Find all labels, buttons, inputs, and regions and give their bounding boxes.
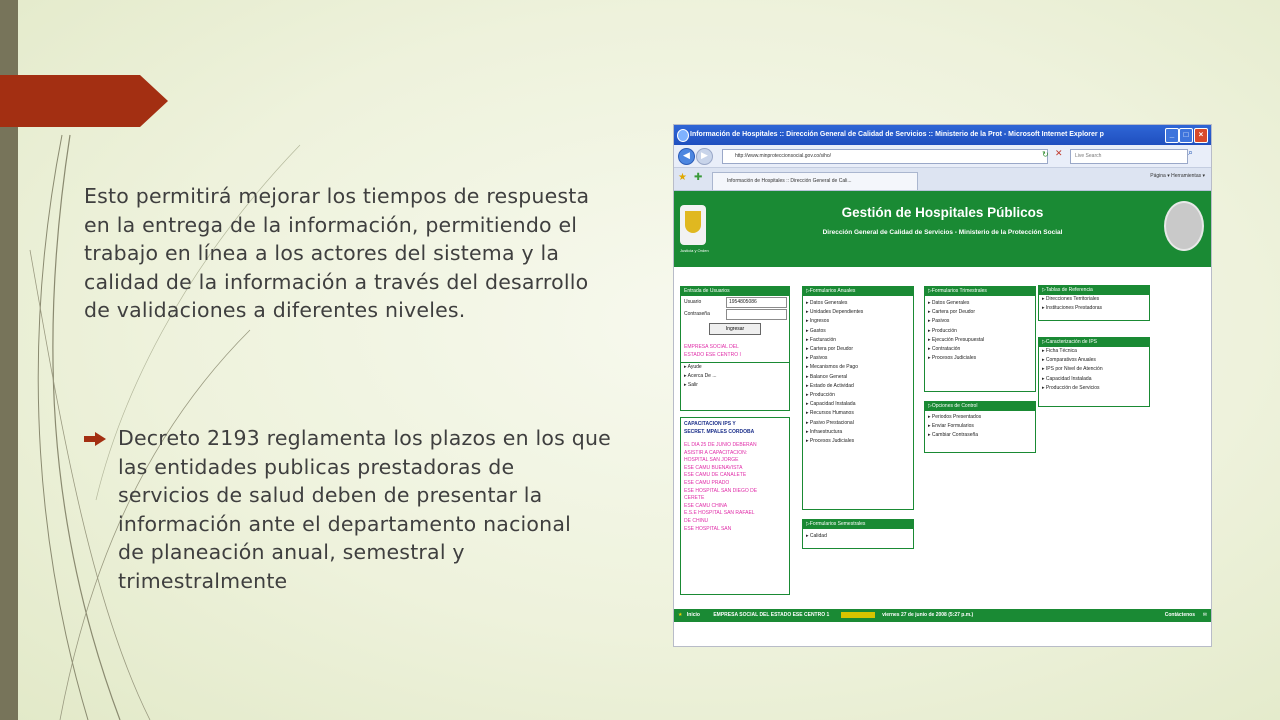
quarterly-form-item[interactable]: ▸ Procesos Judiciales xyxy=(928,355,977,362)
login-panel-title: Entrada de Usuarios xyxy=(681,287,789,296)
paragraph-line: trabajo en línea a los actores del sistema y la xyxy=(84,241,560,265)
control-options-panel xyxy=(924,401,1036,453)
reference-table-item[interactable]: ▸ Instituciones Prestadoras xyxy=(1042,305,1103,312)
browser-tab[interactable]: Información de Hospitales :: Dirección General de Cali... xyxy=(712,172,918,190)
bullet-line: información ante el departamento nacional xyxy=(118,511,572,536)
control-options-title: ▷Opciones de Control xyxy=(925,402,1035,411)
refresh-icon[interactable]: ↻ xyxy=(1042,150,1049,159)
bullet-line: las entidades publicas prestadoras de xyxy=(118,454,515,479)
ie-icon xyxy=(677,129,689,142)
reference-table-item[interactable]: ▸ Direcciones Territoriales xyxy=(1042,296,1100,302)
notice-line: DE CHINU xyxy=(684,517,709,524)
notice-line: EL DIA 25 DE JUNIO DEBERAN xyxy=(684,442,757,448)
hospital-photo xyxy=(1164,201,1204,251)
status-date: viernes 27 de junio de 2008 (5:27 p.m.) xyxy=(882,612,974,618)
annual-form-item[interactable]: ▸ Balance General xyxy=(806,373,848,380)
page-content xyxy=(674,191,1211,609)
command-bar[interactable]: Página ▾ Herramientas ▾ xyxy=(1150,173,1205,179)
annual-form-item[interactable]: ▸ Gastos xyxy=(806,327,826,334)
home-link[interactable]: Inicio xyxy=(686,612,700,618)
user-row xyxy=(681,296,789,308)
user-field[interactable]: 1954805086 xyxy=(726,297,787,308)
paragraph-line: Esto permitirá mejorar los tiempos de respuesta xyxy=(84,184,590,208)
semester-forms-panel xyxy=(802,519,914,549)
quarterly-forms-title: ▷Formularios Trimestrales xyxy=(925,287,1035,296)
ips-item[interactable]: ▸ Comparativos Anuales xyxy=(1042,357,1096,364)
seal-caption: Justicia y Orden xyxy=(680,248,709,253)
annual-form-item[interactable]: ▸ Mecanismos de Pago xyxy=(806,364,858,371)
help-link[interactable]: ▸ Ayude xyxy=(684,364,702,370)
favorites-star-icon[interactable]: ★ xyxy=(678,172,687,183)
entity-line: EMPRESA SOCIAL DEL xyxy=(684,344,739,350)
control-option-item[interactable]: ▸ Enviar Formularios xyxy=(928,423,974,430)
window-titlebar xyxy=(674,125,1211,145)
annual-form-item[interactable]: ▸ Pasivo Prestacional xyxy=(806,419,854,426)
bullet-line: servicios de salud deben de presentar la xyxy=(118,483,543,507)
quarterly-form-item[interactable]: ▸ Pasivos xyxy=(928,318,950,325)
annual-forms-title: ▷Formularios Anuales xyxy=(803,287,913,296)
password-row xyxy=(681,308,789,320)
search-input[interactable]: Live Search xyxy=(1070,149,1188,164)
about-link[interactable]: ▸ Acerca De ... xyxy=(684,373,717,380)
annual-form-item[interactable]: ▸ Unidades Dependientes xyxy=(806,309,864,316)
back-icon[interactable]: ◀ xyxy=(678,148,695,165)
bullet-line: Decreto 2193 reglamenta los plazos en los que xyxy=(118,426,611,450)
site-subtitle: Dirección General de Calidad de Servicios - Ministerio de la Protección Social xyxy=(822,229,1063,236)
annual-form-item[interactable]: ▸ Producción xyxy=(806,392,835,399)
close-icon[interactable]: × xyxy=(1194,128,1208,143)
password-field[interactable] xyxy=(726,309,787,320)
login-button[interactable]: Ingresar xyxy=(709,323,761,335)
quarterly-form-item[interactable]: ▸ Cartera por Deudor xyxy=(928,309,975,316)
bullet-line: de planeación anual, semestral y xyxy=(118,540,465,564)
ips-item[interactable]: ▸ Ficha Técnica xyxy=(1042,348,1077,354)
site-title: Gestión de Hospitales Públicos xyxy=(841,205,1044,220)
maximize-icon[interactable]: □ xyxy=(1179,128,1193,143)
password-label: Contraseña xyxy=(684,311,710,317)
reference-tables-panel xyxy=(1038,285,1150,321)
notice-line: ESE CAMU DE CANALETE xyxy=(684,472,747,479)
add-favorite-icon[interactable]: ✚ xyxy=(694,172,703,183)
ips-item[interactable]: ▸ Capacidad Instalada xyxy=(1042,375,1092,382)
notice-line: E.S.E HOSPITAL SAN RAFAEL xyxy=(684,510,755,517)
annual-form-item[interactable]: ▸ Ingresos xyxy=(806,318,830,325)
annual-form-item[interactable]: ▸ Pasivos xyxy=(806,355,828,362)
search-icon[interactable]: ⌕ xyxy=(1188,148,1194,158)
control-option-item[interactable]: ▸ Cambiar Contraseña xyxy=(928,432,979,439)
bullet-line: trimestralmente xyxy=(118,568,288,593)
quarterly-form-item[interactable]: ▸ Datos Generales xyxy=(928,300,970,306)
notice-line: ESE HOSPITAL SAN xyxy=(684,525,732,532)
notice-line: ESE HOSPITAL SAN DIEGO DE xyxy=(684,487,758,494)
mail-icon[interactable]: ✉ xyxy=(1202,612,1207,618)
quarterly-form-item[interactable]: ▸ Contratación xyxy=(928,346,961,353)
site-status-bar xyxy=(674,609,1211,622)
annual-form-item[interactable]: ▸ Datos Generales xyxy=(806,300,848,306)
accent-tab-shape xyxy=(0,75,168,127)
annual-forms-panel xyxy=(802,286,914,510)
quarterly-forms-panel xyxy=(924,286,1036,392)
ips-item[interactable]: ▸ IPS por Nivel de Atención xyxy=(1042,366,1103,373)
notice-line: ESE CAMU BUENAVISTA xyxy=(684,464,743,471)
paragraph-line: de validaciones a diferentes niveles. xyxy=(84,298,466,322)
entity-line: ESTADO ESE CENTRO I xyxy=(684,351,741,358)
site-header xyxy=(674,191,1211,267)
stop-icon[interactable]: ✕ xyxy=(1055,149,1063,159)
semester-forms-title: ▷Formularios Semestrales xyxy=(803,520,913,529)
paragraph-line: en la entrega de la información, permitiendo el xyxy=(84,212,578,237)
ips-panel xyxy=(1038,337,1150,407)
notice-panel xyxy=(680,417,790,595)
url-input[interactable]: http://www.minproteccionsocial.gov.co/siho/ xyxy=(722,149,1048,164)
notice-line: ESE CAMU PRADO xyxy=(684,479,730,486)
control-option-item[interactable]: ▸ Periodos Presentados xyxy=(928,414,982,420)
exit-link[interactable]: ▸ Salir xyxy=(684,382,698,389)
annual-form-item[interactable]: ▸ Recursos Humanos xyxy=(806,410,854,417)
window-title: Información de Hospitales :: Dirección General de Calidad de Servicios :: Ministerio de la Prot - Microsoft Internet Explorer p xyxy=(690,131,1104,138)
bullet-arrow-icon xyxy=(84,432,106,446)
notice-line: ASISTIR A CAPACITACION: xyxy=(684,449,748,456)
bullet-paragraph xyxy=(118,424,666,595)
annual-form-item[interactable]: ▸ Cartera por Deudor xyxy=(806,346,853,353)
quarterly-form-item[interactable]: ▸ Producción xyxy=(928,327,957,334)
contact-link[interactable]: Contáctenos xyxy=(1164,612,1195,618)
ips-panel-title: ▷Caracterización de IPS xyxy=(1039,338,1149,347)
notice-line: CERETE xyxy=(684,495,705,502)
reference-tables-title: ▷Tablas de Referencia xyxy=(1039,286,1149,295)
ips-item[interactable]: ▸ Producción de Servicios xyxy=(1042,384,1100,391)
notice-line: ESE CAMU CHINA xyxy=(684,502,728,509)
address-bar xyxy=(674,145,1211,168)
home-icon[interactable]: ★ xyxy=(678,612,683,618)
notice-heading: SECRET. MPALES CORDOBA xyxy=(684,428,755,435)
browser-screenshot xyxy=(674,125,1211,646)
user-label: Usuario xyxy=(684,299,702,305)
status-highlight xyxy=(841,612,875,618)
notice-heading: CAPACITACION IPS Y xyxy=(684,421,736,427)
quarterly-form-item[interactable]: ▸ Ejecución Presupuestal xyxy=(928,336,985,343)
annual-form-item[interactable]: ▸ Estado de Actividad xyxy=(806,382,854,389)
minimize-icon[interactable]: _ xyxy=(1165,128,1179,143)
semester-form-item[interactable]: ▸ Calidad xyxy=(806,533,827,539)
annual-form-item[interactable]: ▸ Capacidad Instalada xyxy=(806,401,856,408)
tab-bar xyxy=(674,168,1211,191)
notice-line: HOSPITAL SAN JORGE xyxy=(684,457,739,464)
paragraph-line: calidad de la información a través del desarrollo xyxy=(84,269,589,294)
annual-form-item[interactable]: ▸ Procesos Judiciales xyxy=(806,438,855,445)
forward-icon[interactable]: ▶ xyxy=(696,148,713,165)
status-entity: EMPRESA SOCIAL DEL ESTADO ESE CENTRO 1 xyxy=(713,612,830,618)
login-panel xyxy=(680,286,790,411)
annual-form-item[interactable]: ▸ Facturación xyxy=(806,336,837,343)
annual-form-item[interactable]: ▸ Infraestructura xyxy=(806,428,843,435)
intro-paragraph xyxy=(84,182,664,325)
browser-status-strip xyxy=(674,622,1211,646)
